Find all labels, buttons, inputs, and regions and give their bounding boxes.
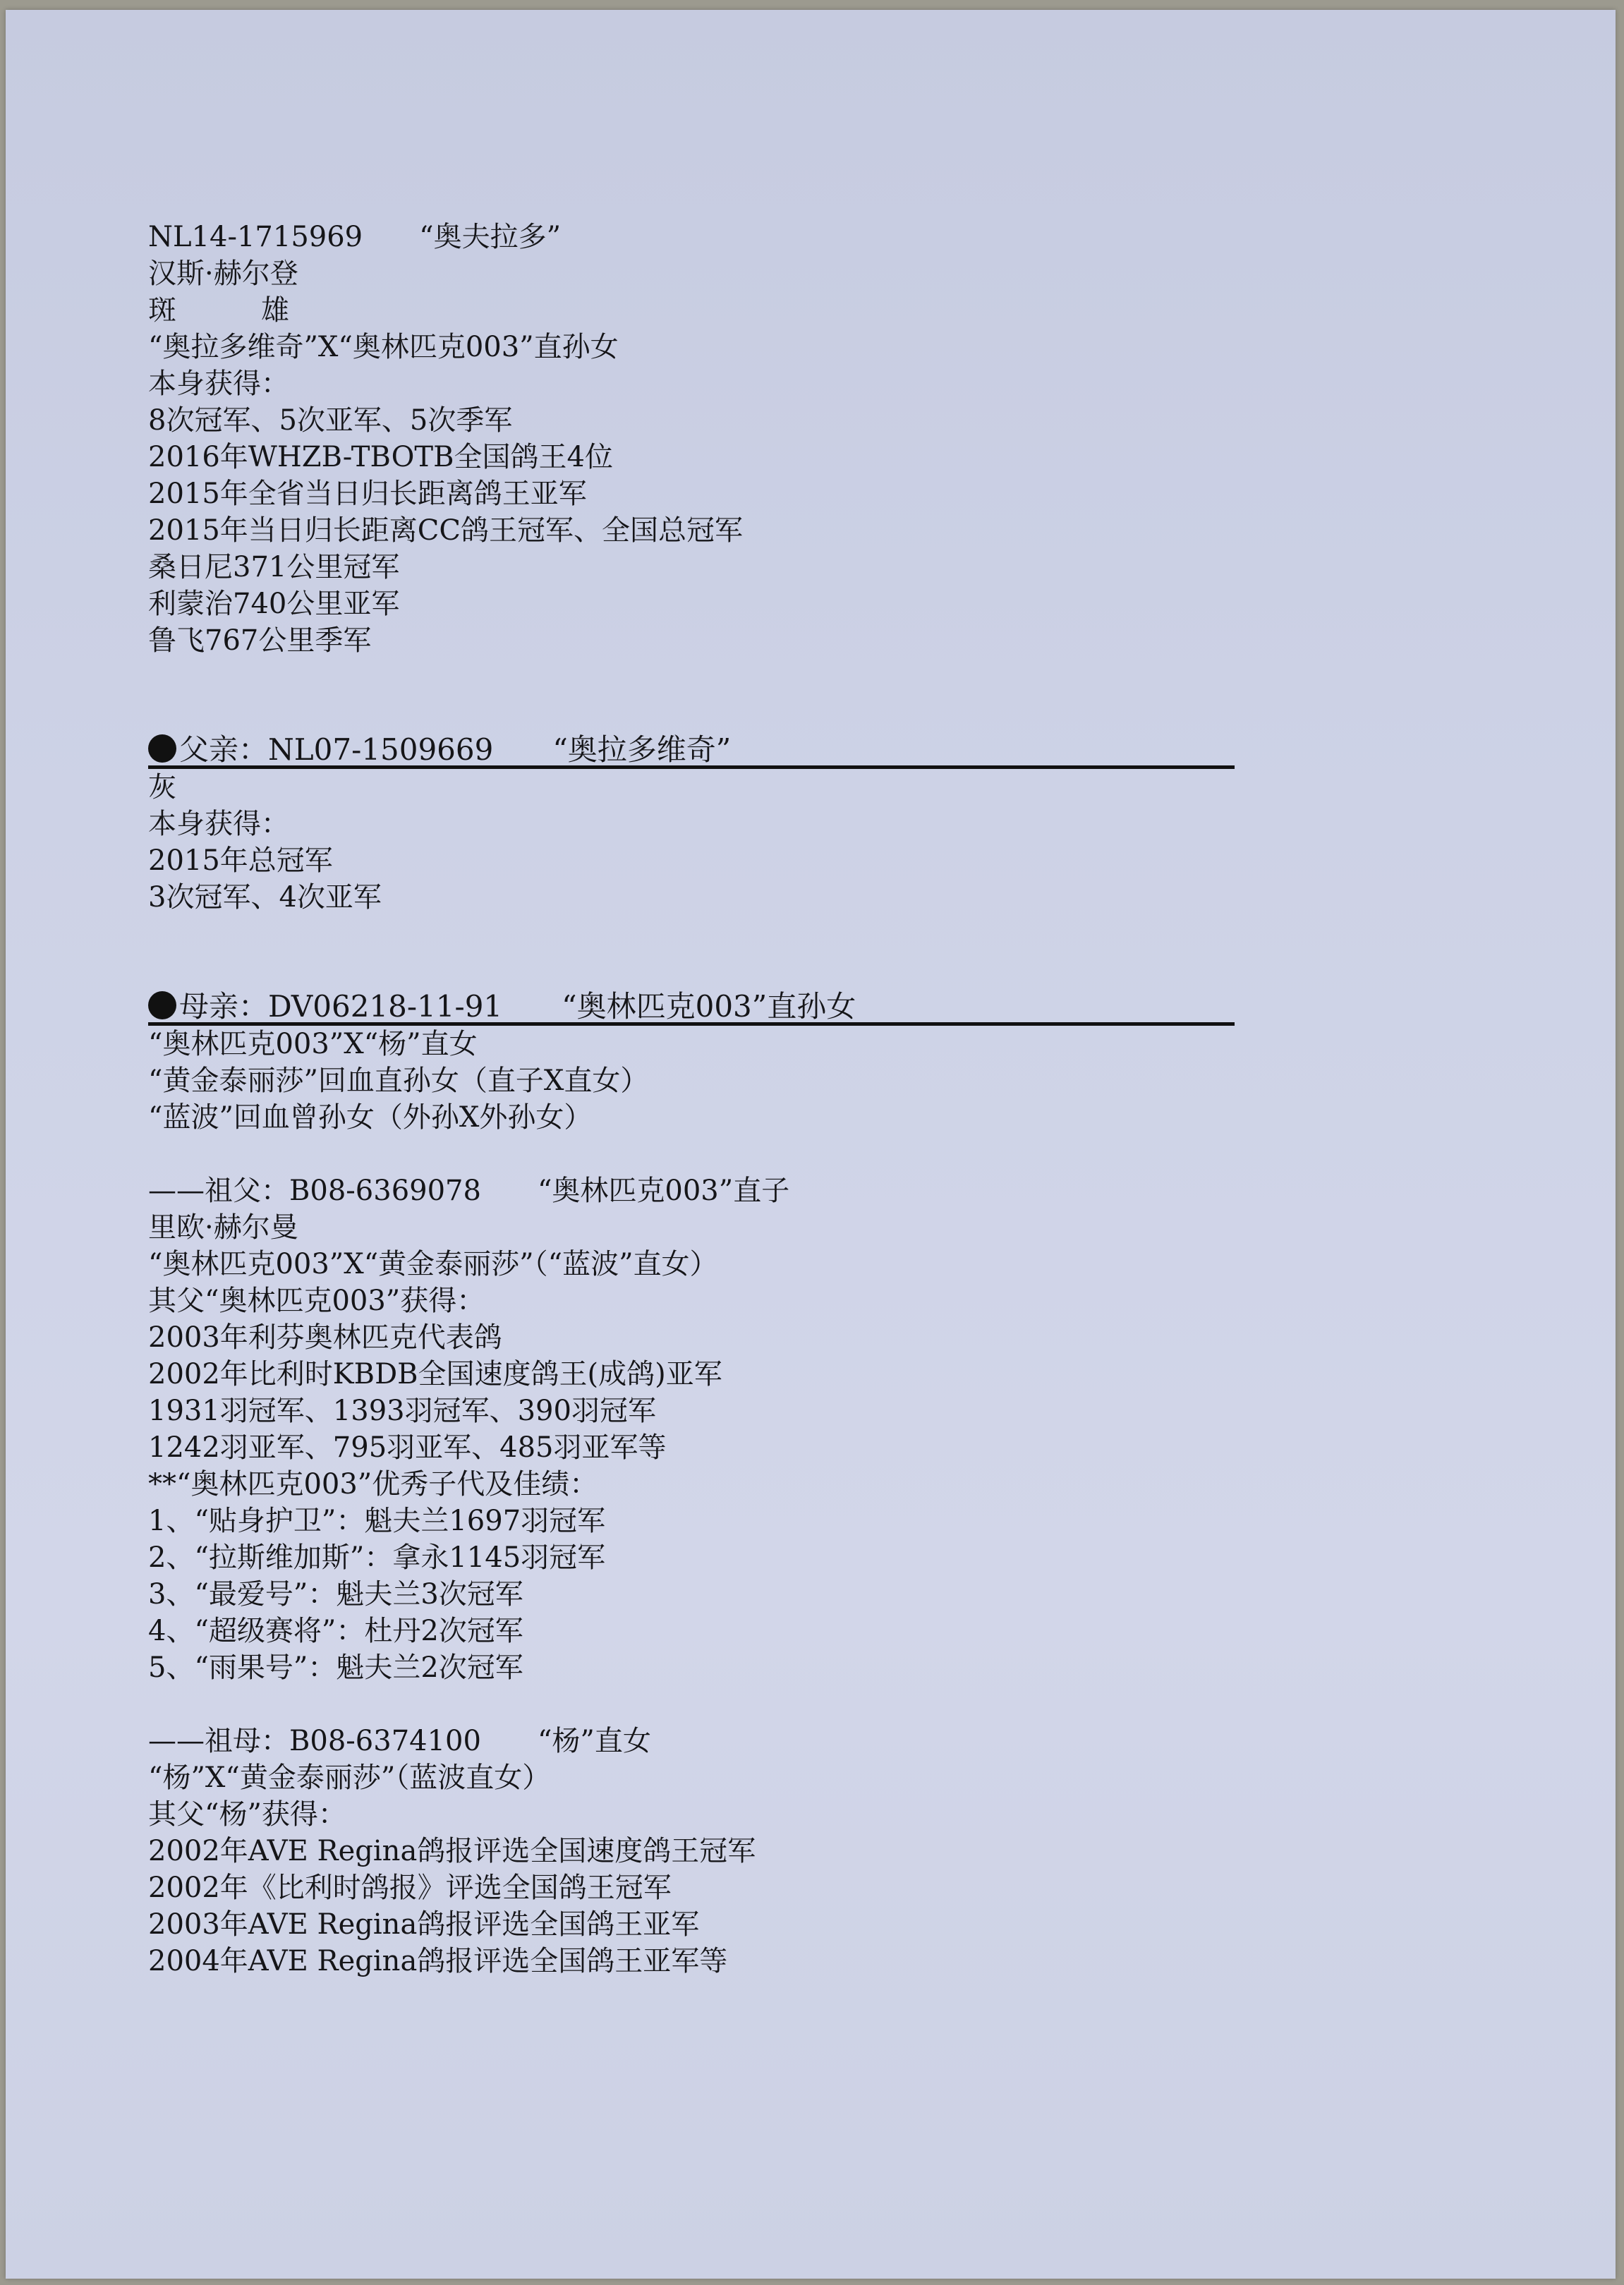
bird-header: NL14-1715969 “奥夫拉多” xyxy=(148,221,562,253)
mother-line: “蓝波”回血曾孙女（外孙X外孙女） xyxy=(148,1101,593,1134)
grandmother-line: 2002年《比利时鸽报》评选全国鸽王冠军 xyxy=(148,1872,672,1904)
grandfather-line: 2002年比利时KBDB全国速度鸽王(成鸽)亚军 xyxy=(148,1358,722,1390)
mother-header-text: 母亲：DV06218-11-91 “奥林匹克003”直孙女 xyxy=(179,989,856,1024)
grandfather-line: 其父“奥林匹克003”获得： xyxy=(148,1285,485,1317)
bird-achievement: 2015年当日归长距离CC鸽王冠军、全国总冠军 xyxy=(148,514,744,547)
grandfather-line: **“奥林匹克003”优秀子代及佳绩： xyxy=(148,1468,598,1501)
father-achievements-title: 本身获得： xyxy=(148,808,289,840)
bird-pedigree: “奥拉多维奇”X“奥林匹克003”直孙女 xyxy=(148,331,619,363)
bullet-icon xyxy=(148,991,176,1019)
father-color: 灰 xyxy=(148,771,176,804)
grandmother-line: 2003年AVE Regina鸽报评选全国鸽王亚军 xyxy=(148,1908,700,1941)
grandfather-line: 3、“最爱号”：魁夫兰3次冠军 xyxy=(148,1578,523,1611)
grandfather-header: ——祖父：B08-6369078 “奥林匹克003”直子 xyxy=(148,1175,790,1207)
bird-achievement: 2016年WHZB-TBOTB全国鸽王4位 xyxy=(148,441,613,473)
grandfather-line: 2003年利芬奥林匹克代表鸽 xyxy=(148,1321,502,1354)
document-body xyxy=(148,219,1489,1980)
grandfather-line: 里欧·赫尔曼 xyxy=(148,1211,298,1244)
bird-achievement: 桑日尼371公里冠军 xyxy=(148,551,400,583)
father-header-text: 父亲：NL07-1509669 “奥拉多维奇” xyxy=(179,732,732,767)
mother-line: “奥林匹克003”X“杨”直女 xyxy=(148,1028,478,1060)
grandmother-header: ——祖母：B08-6374100 “杨”直女 xyxy=(148,1725,651,1757)
mother-line: “黄金泰丽莎”回血直孙女（直子X直女） xyxy=(148,1065,649,1097)
bird-achievements-title: 本身获得： xyxy=(148,368,289,400)
grandfather-line: 1、“贴身护卫”：魁夫兰1697羽冠军 xyxy=(148,1505,606,1537)
grandfather-line: 1931羽冠军、1393羽冠军、390羽冠军 xyxy=(148,1395,656,1427)
grandfather-line: “奥林匹克003”X“黄金泰丽莎”（“蓝波”直女） xyxy=(148,1248,718,1280)
bird-color-sex: 斑 雄 xyxy=(148,294,289,327)
bird-achievement: 2015年全省当日归长距离鸽王亚军 xyxy=(148,478,587,510)
grandfather-line: 5、“雨果号”：魁夫兰2次冠军 xyxy=(148,1651,523,1684)
bullet-icon xyxy=(148,734,176,763)
grandfather-line: 2、“拉斯维加斯”：拿永1145羽冠军 xyxy=(148,1541,606,1574)
grandmother-line: 其父“杨”获得： xyxy=(148,1798,346,1831)
grandmother-line: 2004年AVE Regina鸽报评选全国鸽王亚军等 xyxy=(148,1945,728,1977)
grandmother-line: “杨”X“黄金泰丽莎”（蓝波直女） xyxy=(148,1762,551,1794)
grandfather-line: 4、“超级赛将”：杜丹2次冠军 xyxy=(148,1615,523,1647)
father-achievement: 3次冠军、4次亚军 xyxy=(148,881,382,914)
grandfather-line: 1242羽亚军、795羽亚军、485羽亚军等 xyxy=(148,1431,667,1464)
bird-achievement: 鲁飞767公里季军 xyxy=(148,624,372,657)
bird-achievement: 利蒙治740公里亚军 xyxy=(148,588,400,620)
grandmother-line: 2002年AVE Regina鸽报评选全国速度鸽王冠军 xyxy=(148,1835,756,1867)
bird-achievement: 8次冠军、5次亚军、5次季军 xyxy=(148,404,513,437)
bird-breeder: 汉斯·赫尔登 xyxy=(148,257,298,290)
mother-section-header xyxy=(148,989,1235,1026)
father-achievement: 2015年总冠军 xyxy=(148,844,333,877)
paper-sheet xyxy=(6,10,1616,2279)
father-section-header xyxy=(148,732,1235,769)
